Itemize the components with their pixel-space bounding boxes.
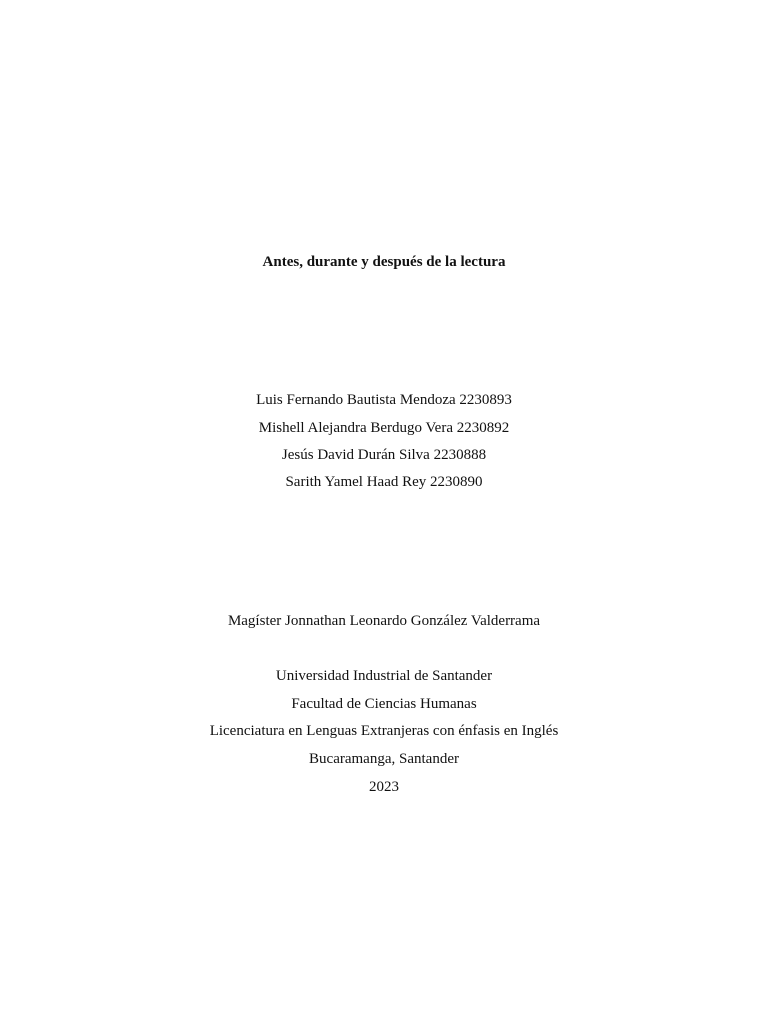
faculty-name: Facultad de Ciencias Humanas (291, 696, 477, 712)
document-title: Antes, durante y después de la lectura (262, 254, 506, 270)
author-line: Luis Fernando Bautista Mendoza 2230893 (256, 392, 512, 408)
city-line: Bucaramanga, Santander (309, 751, 459, 767)
university-name: Universidad Industrial de Santander (275, 668, 493, 684)
advisor-line: Magíster Jonnathan Leonardo González Valderrama (227, 613, 541, 629)
year-line: 2023 (369, 779, 399, 795)
program-name: Licenciatura en Lenguas Extranjeras con énfasis en Inglés (209, 723, 559, 739)
author-line: Jesús David Durán Silva 2230888 (281, 447, 487, 463)
author-line: Mishell Alejandra Berdugo Vera 2230892 (258, 420, 510, 436)
author-line: Sarith Yamel Haad Rey 2230890 (285, 474, 483, 490)
